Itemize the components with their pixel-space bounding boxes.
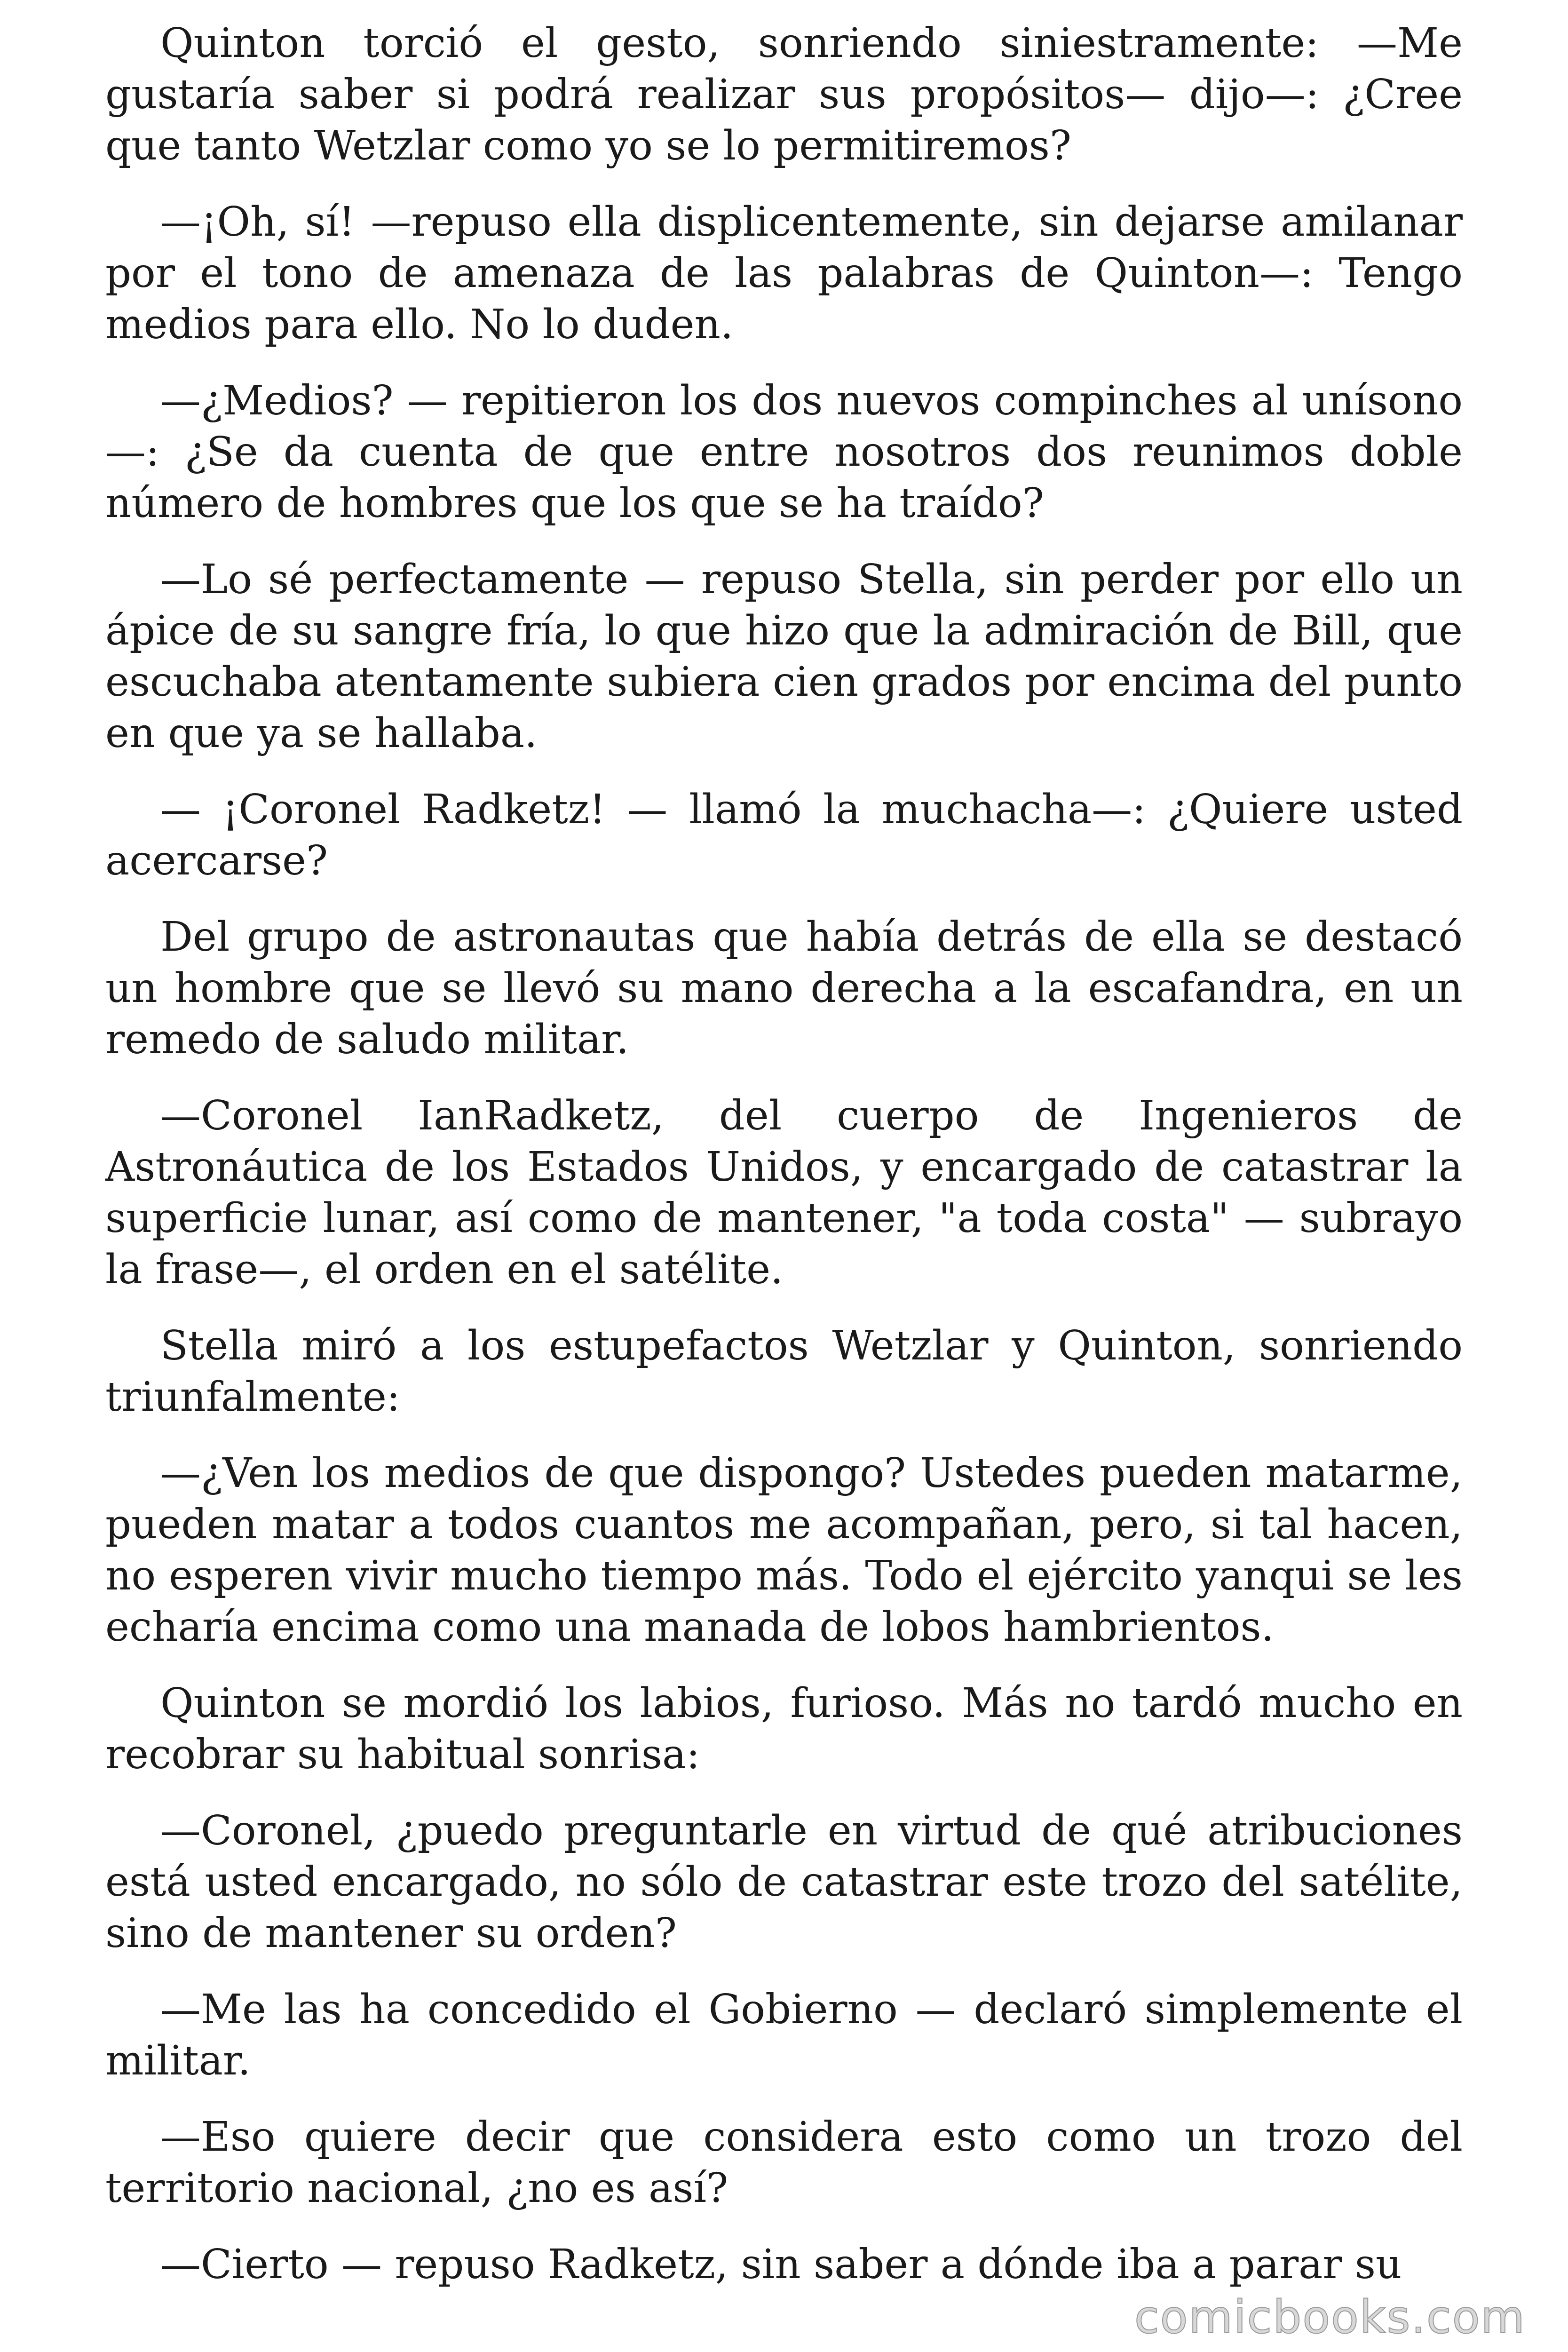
paragraph: Quinton se mordió los labios, furioso. Más no tardó mucho en recobrar su habitual sonrisa: [105,1680,1463,1778]
paragraph-continued: —Cierto — repuso Radketz, sin saber a dónde iba a parar su [160,2241,1402,2288]
paragraph: —¿Ven los medios de que dispongo? Ustedes pueden matarme, pueden matar a todos cuantos me acompañan, pero, si tal hacen, no esperen vivir mucho tiempo más. Todo el ejército yanqui se les echaría encima como una manada de lobos hambrientos. [105,1450,1463,1651]
paragraph: —Me las ha concedido el Gobierno — declaró simplemente el militar. [105,1986,1463,2084]
paragraph: — ¡Coronel Radketz! — llamó la muchacha—: ¿Quiere usted acercarse? [105,786,1463,884]
page-text [105,18,1463,2290]
paragraph: —Eso quiere decir que considera esto como un trozo del territorio nacional, ¿no es así? [105,2114,1463,2212]
watermark: comicbooks.com [1134,2291,1526,2344]
paragraph: —Coronel IanRadketz, del cuerpo de Ingenieros de Astronáutica de los Estados Unidos, y encargado de catastrar la superficie lunar, así como de mantener, "a toda costa" — subrayo la frase—, el orden en el satélite. [105,1092,1463,1293]
paragraph: —¿Medios? — repitieron los dos nuevos compinches al unísono—: ¿Se da cuenta de que entre nosotros dos reunimos doble número de hombres que los que se ha traído? [105,377,1463,527]
paragraph: —Coronel, ¿puedo preguntarle en virtud de qué atribuciones está usted encargado, no sólo de catastrar este trozo del satélite, sino de mantener su orden? [105,1807,1463,1957]
paragraph: Stella miró a los estupefactos Wetzlar y Quinton, sonriendo triunfalmente: [105,1322,1463,1421]
paragraph: —Lo sé perfectamente — repuso Stella, sin perder por ello un ápice de su sangre fría, lo que hizo que la admiración de Bill, que escuchaba atentamente subiera cien grados por encima del punto en que ya se hallaba. [105,556,1463,757]
paragraph: —¡Oh, sí! —repuso ella displicentemente, sin dejarse amilanar por el tono de amenaza de las palabras de Quinton—: Tengo medios para ello. No lo duden. [105,199,1463,348]
paragraph: Quinton torció el gesto, sonriendo siniestramente: —Me gustaría saber si podrá realizar sus propósitos— dijo—: ¿Cree que tanto Wetzlar como yo se lo permitiremos? [105,20,1463,169]
paragraph: Del grupo de astronautas que había detrás de ella se destacó un hombre que se llevó su mano derecha a la escafandra, en un remedo de saludo militar. [105,914,1463,1063]
